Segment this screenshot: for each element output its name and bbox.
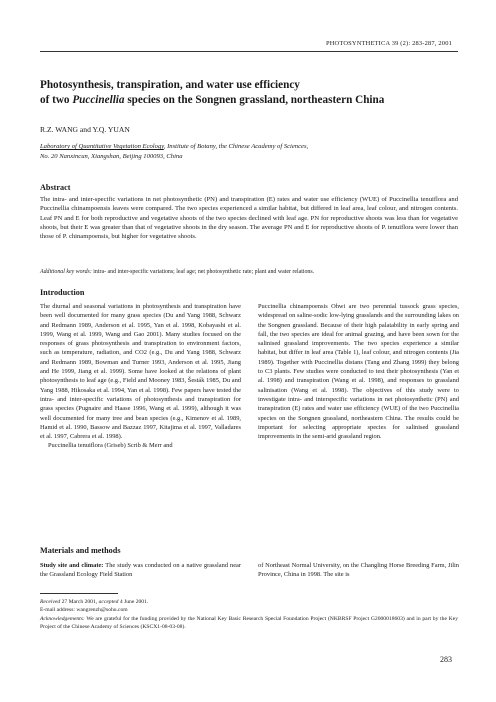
title-genus: Puccinellia xyxy=(72,94,125,106)
methods-left-text: The study was conducted on a native grassland near the Grassland Ecology Field Station xyxy=(40,562,241,579)
intro-left-column xyxy=(40,302,241,451)
affiliation-address: No. 20 Nanxincun, Xiangshan, Beijing 100093, China xyxy=(40,153,183,160)
affiliation-rest: , Institute of Botany, the Chinese Academy of Sciences, xyxy=(163,143,309,150)
affiliation-lab: Laboratory of Quantitative Vegetation Ecology xyxy=(40,143,164,150)
intro-paragraph-2: Puccinellia tenuiflora (Griseb) Scrib & Merr and xyxy=(48,442,173,450)
email-note: E-mail address: wangrenzh@sohu.com xyxy=(40,607,128,614)
title-line-2-pre: of two xyxy=(40,94,73,106)
title-line-1: Photosynthesis, transpiration, and water use efficiency xyxy=(40,79,300,91)
keywords xyxy=(40,268,458,276)
abstract-text: The intra- and inter-specific variations in net photosynthetic (PN) and transpiration (E) rates and water use efficiency (WUE) of Puccinellia tenuiflora and Puccinellia chinampoensis leaves were compared. The two species experienced a similar habitat, but differed in leaf area, leaf colour, and nitrogen contents. Leaf PN and E for both reproductive and vegetative shoots of the two species declined with leaf age. PN for reproductive shoots was less than for vegetative shoots, but their E was greater than that of vegetative shoots in the dry season. The average PN and E for reproductive shoots of P. tenuiflora were lower than those of P. chinampoensis, but higher for vegetative shoots. xyxy=(40,196,458,241)
keywords-label: Additional key words: xyxy=(40,269,92,275)
abstract-heading: Abstract xyxy=(40,183,71,192)
intro-paragraph-1: The diurnal and seasonal variations in photosynthesis and transpiration have been well documented for many grass species (Du and Yang 1988, Schwarz and Redmann 1989, Anderson et al. 1995, Yan et al. 1998, Kobayashi et al. 1999, Wang et al. 1999, Wang and Gao 2001). Many studies focused on the responses of grass photosynthesis and transpiration to environment factors, such as temperature, radiation, and CO2 (e.g., Du and Yang 1988, Schwarz and Redmann 1989, Bowman and Turner 1993, Anderson et al. 1995, Jiang and He 1999, Jiang et al. 1999). Some have looked at the relations of plant photosynthesis to leaf age (e.g., Field and Mooney 1983, Šesták 1985, Du and Yang 1988, Hikosaka et al. 1994, Yan et al. 1998). Few papers have tested the intra- and inter-specific variations of photosynthesis and transpiration for grass species (Pugnaire and Haase 1996, Wang et al. 1999), although it was well documented for many tree and bean species (e.g., Kimenov et al. 1989, Hamid et al. 1990, Bassow and Bazzaz 1997, Kitajima et al. 1997, Valladares et al. 1997, Cabrera et al. 1998). xyxy=(40,303,241,441)
page-number: 283 xyxy=(440,655,452,664)
methods-heading: Materials and methods xyxy=(40,546,121,555)
introduction-heading: Introduction xyxy=(40,288,85,297)
methods-left-column xyxy=(40,561,241,580)
acknowledgements-note: Acknowledgements: We are grateful for the funding provided by the National Key Basic Research Special Foundation Project (NKBRSF Project G2000018603) and in part by the Key Project of the Chinese Academy of Sciences (KSCX1-08-03-08). xyxy=(40,615,458,630)
running-head: PHOTOSYNTHETICA 39 (2): 283-287, 2001 xyxy=(325,40,452,47)
header-rule xyxy=(40,51,458,52)
received-note: Received 27 March 2001, accepted 4 June 2001. xyxy=(40,599,149,605)
intro-paragraph-3: Puccinellia chinampoensis Ohwi are two perennial tussock grass species, widespread on saline-sodic low-lying grasslands and the surrounding lakes on the Songnen grassland. Because of their high palatability in early spring and fall, the two species are ideal for animal grazing, and have been sown for the salinised grassland improvements. The two species experience a similar habitat, but differ in leaf area (Table 1), leaf colour, and nitrogen contents (Jia 1989). Together with Puccinellia distans (Tang and Zhang 1999) they belong to C3 plants. Few studies were conducted to test their photosynthesis (Yan et al. 1998) and transpiration (Wang et al. 1998), and responses to grassland salinisation (Wang et al. 1998). The objectives of this study were to investigate intra- and interspecific variations in net photosynthetic (PN) and transpiration (E) rates and water use efficiency (WUE) of the two Puccinellia species on the Songnen grassland, northeastern China. The results could be important for selecting appropriate species for salinised grassland improvements in the semi-arid grassland region. xyxy=(258,303,459,441)
keywords-text: intra- and inter-specific variations; leaf age; net photosynthetic rate; plant and water relations. xyxy=(91,269,315,275)
footnotes xyxy=(40,598,458,631)
authors: R.Z. WANG and Y.Q. YUAN xyxy=(40,125,130,134)
methods-right-column: of Northeast Normal University, on the Changling Horse Breeding Farm, Jilin Province, China in 1998. The site is xyxy=(258,562,459,579)
paper-title xyxy=(40,78,460,108)
title-line-2-post: species on the Songnen grassland, northeastern China xyxy=(124,94,385,106)
affiliation xyxy=(40,142,460,162)
footnote-rule xyxy=(40,593,118,594)
methods-run-in: Study site and climate: xyxy=(40,562,104,569)
intro-right-column xyxy=(258,302,459,441)
